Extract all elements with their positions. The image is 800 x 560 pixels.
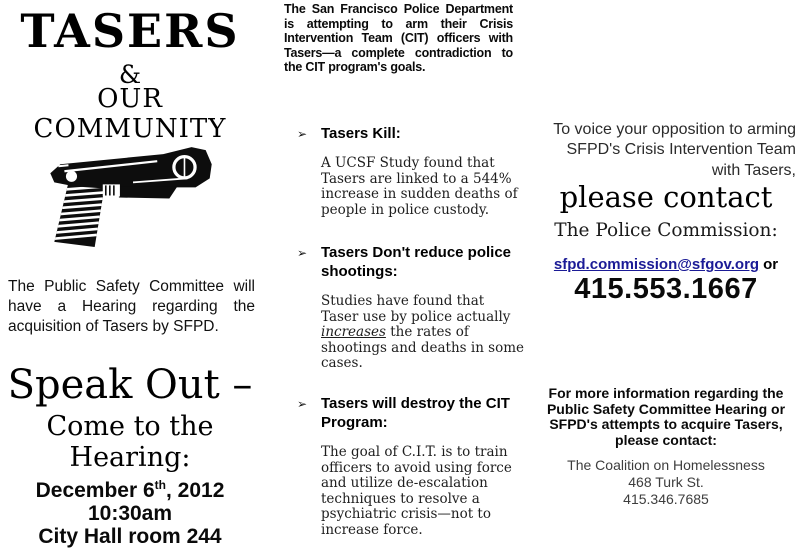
bullet-heading: Tasers Don't reduce police shootings: (321, 244, 512, 280)
hearing-date: December 6th, 2012 (35, 478, 225, 502)
bullet-body: A UCSF Study found that Tasers are linked to a 544% increase in sudden deaths of people in police custody. (321, 155, 518, 218)
email-or-text: or (763, 256, 779, 273)
coalition-contact-block (534, 457, 798, 508)
coalition-name: The Coalition on Homelessness (567, 457, 765, 473)
bullet-police-shootings (295, 243, 530, 372)
emphasized-word: increases (321, 324, 386, 341)
commission-email-link[interactable]: sfpd.commission@sfgov.org (553, 256, 760, 273)
coalition-phone: 415.346.7685 (623, 491, 709, 507)
hearing-announcement-text: The Public Safety Committee will have a Hearing regarding the acquisition of Tasers by SFPD. (8, 278, 255, 335)
hearing-location: City Hall room 244 (38, 525, 222, 548)
intro-paragraph: The San Francisco Police Department is attempting to arm their Crisis Intervention Team (CIT) officers with Tasers—a complete contradiction to the CIT program's goals. (284, 2, 513, 75)
flyer-title-ampersand: & (118, 60, 142, 89)
commission-phone-number: 415.553.1667 (574, 273, 758, 305)
hearing-details (0, 474, 260, 548)
bullet-body: Studies have found that Taser use by police actually increases the rates of shootings and deaths in some cases. (321, 293, 525, 372)
bullet-destroy-cit (295, 394, 530, 539)
bullet-tasers-kill (295, 124, 530, 218)
arrowhead-bullet-icon: ➢ (297, 397, 308, 411)
bullet-body: The goal of C.I.T. is to train officers to avoid using force and utilize de-escalation techniques to resolve a psychiatric crisis—not to increase force. (321, 444, 512, 538)
bullet-heading: Tasers will destroy the CIT Program: (321, 395, 510, 431)
please-contact-heading: please contact (559, 180, 773, 214)
bullet-heading: Tasers Kill: (321, 125, 401, 142)
date-ordinal: th (154, 478, 166, 492)
come-to-hearing-heading: Come to the Hearing: (46, 411, 214, 473)
more-info-text: For more information regarding the Public Safety Committee Hearing or SFPD's attempts to acquire Tasers, please contact: (546, 385, 786, 448)
contact-email-row (534, 256, 798, 273)
arrowhead-bullet-icon: ➢ (297, 246, 308, 260)
taser-illustration-icon (44, 140, 216, 253)
arrowhead-bullet-icon: ➢ (297, 127, 308, 141)
speak-out-heading: Speak Out – (7, 362, 253, 408)
flyer-title: TASERS (20, 4, 240, 58)
flyer-subtitle: OUR COMMUNITY (33, 84, 227, 144)
voice-opposition-text: To voice your opposition to arming SFPD's Crisis Intervention Team with Tasers, (553, 121, 796, 179)
police-commission-label: The Police Commission: (554, 220, 778, 241)
hearing-time: 10:30am (87, 502, 173, 525)
coalition-address: 468 Turk St. (628, 474, 704, 490)
